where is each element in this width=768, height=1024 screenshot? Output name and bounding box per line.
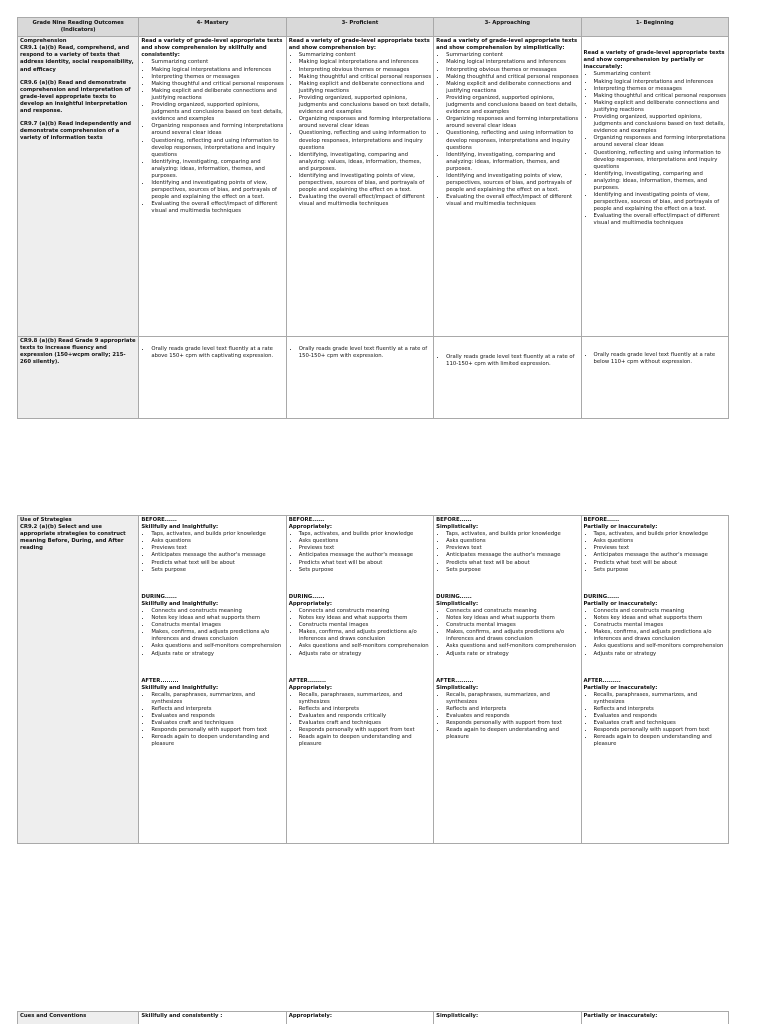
- mastery-intro: Read a variety of grade-level appropriate texts and show comprehension by skillfully and consistently:: [141, 38, 283, 59]
- list-item: • Rereads again to deepen understanding and pleasure: [151, 734, 283, 748]
- list-item: • Taps, activates, and builds prior knowledge: [594, 531, 726, 538]
- list-item: • Evaluates and responds: [594, 713, 726, 720]
- list-item: • Interpreting themes or messages: [594, 86, 726, 93]
- list-item: • Questioning, reflecting and using information to develop responses, interpretations and inquiry questions: [151, 138, 283, 159]
- mastery-comprehension-cell: [139, 37, 286, 337]
- after-list: [584, 692, 726, 749]
- list-item: • Constructs mental images: [446, 622, 578, 629]
- list-item: • Adjusts rate or strategy: [299, 651, 431, 658]
- comprehension-rubric-table: [17, 17, 729, 419]
- list-item: • Asks questions: [151, 538, 283, 545]
- mastery-cues-cell: [139, 1012, 286, 1024]
- after-label: AFTER.........: [583, 677, 621, 684]
- list-item: • Questioning, reflecting and using information to develop responses, interpretations and inquiry questions: [594, 150, 726, 171]
- list-item: • Organizing responses and forming interpretations around several clear ideas: [594, 135, 726, 149]
- list-item: • Predicts what text will be about: [446, 560, 578, 567]
- list-item: • Identifying and investigating points of view, perspectives, sources of bias, and portrayals of people and explaining the effect on a text.: [299, 173, 431, 194]
- list-item: • Evaluating the overall effect/impact of different visual and multimedia techniques: [299, 194, 431, 208]
- list-item: • Identifying and investigating points of view, perspectives, sources of bias, and portrayals of people and explaining the effect on a text.: [594, 192, 726, 213]
- proficient-intro: Read a variety of grade-level appropriate texts and show comprehension by:: [288, 38, 430, 52]
- list-item: • Predicts what text will be about: [594, 560, 726, 567]
- list-item: • Identifying and investigating points of view, perspectives, sources of bias, and portrayals of people and explaining the effect on a text.: [151, 180, 283, 201]
- mastery-header: 4- Mastery: [139, 18, 286, 37]
- list-item: • Responds personally with support from text: [594, 727, 726, 734]
- list-item: • Providing organized, supported opinions, judgments and conclusions based on text details, evidence and examples: [594, 114, 726, 135]
- during-list: [436, 608, 578, 658]
- before-label: BEFORE......: [436, 517, 472, 523]
- approaching-qualifier: Simplistically:: [436, 600, 479, 607]
- list-item: • Adjusts rate or strategy: [594, 651, 726, 658]
- after-label: AFTER.........: [288, 677, 326, 684]
- list-item: • Asks questions and self-monitors comprehension: [299, 643, 431, 650]
- list-item: • Predicts what text will be about: [151, 560, 283, 567]
- beginning-header: 1- Beginning: [581, 18, 728, 37]
- list-item: • Sets purpose: [594, 567, 726, 574]
- list-item: • Taps, activates, and builds prior knowledge: [446, 531, 578, 538]
- beginning-intro: Read a variety of grade-level appropriate texts and show comprehension by partially or inaccurately:: [583, 50, 725, 71]
- list-item: • Identifying, investigating, comparing and analyzing: values, ideas, information, themes, and purposes.: [299, 152, 431, 173]
- beginning-cues-cell: [581, 1012, 728, 1024]
- during-label: DURING......: [436, 593, 472, 600]
- outcome-header: Grade Nine Reading Outcomes (Indicators): [18, 18, 139, 37]
- list-item: • Evaluating the overall effect/impact of different visual and multimedia techniques: [594, 213, 726, 227]
- list-item: • Reads again to deepen understanding and pleasure: [446, 727, 578, 741]
- beginning-fluency-cell: [581, 337, 728, 419]
- list-item: • Orally reads grade level text fluently at a rate above 150+ cpm with captivating expression.: [151, 346, 283, 360]
- proficient-header: 3- Proficient: [286, 18, 433, 37]
- after-list: [141, 692, 283, 749]
- mastery-fluency-cell: [139, 337, 286, 419]
- proficient-comprehension-list: [289, 52, 431, 208]
- list-item: • Reads again to deepen understanding and pleasure: [299, 734, 431, 748]
- list-item: • Rereads again to deepen understanding and pleasure: [594, 734, 726, 748]
- list-item: • Providing organized, supported opinions, judgments and conclusions based on text details, evidence and examples: [151, 102, 283, 123]
- list-item: • Anticipates message the author's message: [594, 552, 726, 559]
- list-item: • Identifying, investigating, comparing and analyzing: ideas, information, themes, and purposes.: [594, 171, 726, 192]
- proficient-comprehension-cell: [286, 37, 433, 337]
- list-item: • Making explicit and deliberate connections and justifying reactions: [299, 81, 431, 95]
- list-item: • Identifying and investigating points of view, perspectives, sources of bias, and portrayals of people and explaining the effect on a text.: [446, 173, 578, 194]
- list-item: • Constructs mental images: [594, 622, 726, 629]
- before-list: [289, 531, 431, 574]
- list-item: • Making explicit and deliberate connections and justifying reactions: [446, 81, 578, 95]
- approaching-comprehension-cell: [434, 37, 581, 337]
- after-label: AFTER.........: [141, 677, 179, 684]
- strategies-outcome-cell: [18, 516, 139, 844]
- list-item: • Recalls, paraphrases, summarizes, and synthesizes: [446, 692, 578, 706]
- list-item: • Notes key ideas and what supports them: [446, 615, 578, 622]
- list-item: • Anticipates message the author's message: [446, 552, 578, 559]
- list-item: • Makes, confirms, and adjusts predictions a/o inferences and draws conclusion: [446, 629, 578, 643]
- approaching-header: 3- Approaching: [434, 18, 581, 37]
- proficient-qualifier: Appropriately:: [288, 1013, 332, 1019]
- list-item: • Constructs mental images: [299, 622, 431, 629]
- list-item: • Recalls, paraphrases, summarizes, and synthesizes: [594, 692, 726, 706]
- list-item: • Recalls, paraphrases, summarizes, and synthesizes: [151, 692, 283, 706]
- list-item: • Makes, confirms, and adjusts predictions a/o inferences and draws conclusion: [299, 629, 431, 643]
- list-item: • Summarizing content: [446, 52, 578, 59]
- fluency-row: [18, 337, 729, 419]
- approaching-comprehension-list: [436, 52, 578, 208]
- list-item: • Reflects and interprets: [446, 706, 578, 713]
- list-item: • Reflects and interprets: [299, 706, 431, 713]
- list-item: • Making thoughtful and critical personal responses: [446, 74, 578, 81]
- list-item: • Notes key ideas and what supports them: [299, 615, 431, 622]
- list-item: • Evaluates and responds: [151, 713, 283, 720]
- list-item: • Making thoughtful and critical personal responses: [299, 74, 431, 81]
- list-item: • Orally reads grade level text fluently at a rate below 110+ cpm without expression.: [594, 352, 726, 366]
- list-item: • Previews text: [594, 545, 726, 552]
- mastery-qualifier: Skillfully and Insightfully:: [141, 600, 219, 607]
- list-item: • Evaluates and responds: [446, 713, 578, 720]
- before-list: [141, 531, 283, 574]
- list-item: • Evaluates and responds critically: [299, 713, 431, 720]
- during-list: [141, 608, 283, 658]
- list-item: • Making logical interpretations and inferences: [446, 59, 578, 66]
- beginning-comprehension-list: [584, 71, 726, 227]
- outcome-cr9-7: CR9.7 (a)(b) Read independently and demonstrate comprehension of a variety of information texts: [20, 121, 132, 142]
- proficient-cues-cell: [286, 1012, 433, 1024]
- list-item: • Connects and constructs meaning: [299, 608, 431, 615]
- fluency-outcome-cell: [18, 337, 139, 419]
- list-item: • Predicts what text will be about: [299, 560, 431, 567]
- list-item: • Questioning, reflecting and using information to develop responses, interpretations and inquiry questions: [446, 130, 578, 151]
- list-item: • Providing organized, supported opinions, judgments and conclusions based on text details, evidence and examples: [446, 95, 578, 116]
- strategies-rubric-table: [17, 515, 729, 844]
- mastery-strategies-cell: [139, 516, 286, 844]
- list-item: • Providing organized, supported opinions, judgments and conclusions based on text details, evidence and examples: [299, 95, 431, 116]
- approaching-qualifier: Simplistically:: [436, 684, 479, 691]
- during-label: DURING......: [141, 593, 177, 600]
- beginning-qualifier: Partially or inaccurately:: [583, 600, 658, 607]
- list-item: • Identifying, investigating, comparing and analyzing: ideas, information, themes, and purposes.: [151, 159, 283, 180]
- proficient-qualifier: Appropriately:: [288, 524, 332, 531]
- list-item: • Summarizing content: [299, 52, 431, 59]
- list-item: • Previews text: [151, 545, 283, 552]
- approaching-fluency-cell: [434, 337, 581, 419]
- list-item: • Summarizing content: [151, 59, 283, 66]
- proficient-fluency-cell: [286, 337, 433, 419]
- approaching-qualifier: Simplistically:: [436, 1013, 479, 1019]
- list-item: • Reflects and interprets: [594, 706, 726, 713]
- list-item: • Making logical interpretations and inferences: [151, 67, 283, 74]
- list-item: • Connects and constructs meaning: [151, 608, 283, 615]
- list-item: • Makes, confirms, and adjusts predictions a/o inferences and draws conclusion: [594, 629, 726, 643]
- list-item: • Recalls, paraphrases, summarizes, and synthesizes: [299, 692, 431, 706]
- list-item: • Organizing responses and forming interpretations around several clear ideas: [299, 116, 431, 130]
- after-list: [289, 692, 431, 749]
- list-item: • Interpreting obvious themes or messages: [299, 67, 431, 74]
- approaching-strategies-cell: [434, 516, 581, 844]
- list-item: • Evaluates craft and techniques: [299, 720, 431, 727]
- list-item: • Taps, activates, and builds prior knowledge: [299, 531, 431, 538]
- list-item: • Constructs mental images: [151, 622, 283, 629]
- after-label: AFTER.........: [436, 677, 474, 684]
- list-item: • Questioning, reflecting and using information to develop responses, interpretations and inquiry questions: [299, 130, 431, 151]
- list-item: • Previews text: [299, 545, 431, 552]
- outcome-cr9-2: CR9.2 (a)(b) Select and use appropriate strategies to construct meaning Before, During, and After reading: [20, 524, 126, 552]
- list-item: • Responds personally with support from text: [151, 727, 283, 734]
- strategies-title: Use of Strategies: [20, 517, 72, 523]
- list-item: • Interpreting themes or messages: [151, 74, 283, 81]
- list-item: • Adjusts rate or strategy: [446, 651, 578, 658]
- cues-rubric-table: [17, 1011, 729, 1024]
- proficient-qualifier: Appropriately:: [288, 684, 332, 691]
- during-label: DURING......: [288, 593, 325, 600]
- during-label: DURING......: [583, 593, 620, 600]
- list-item: • Making thoughtful and critical personal responses: [151, 81, 283, 88]
- mastery-qualifier: Skillfully and consistently :: [141, 1013, 223, 1019]
- strategies-row: [18, 516, 729, 844]
- list-item: • Asks questions: [299, 538, 431, 545]
- list-item: • Interpreting obvious themes or messages: [446, 67, 578, 74]
- comprehension-row: [18, 37, 729, 337]
- list-item: • Adjusts rate or strategy: [151, 651, 283, 658]
- before-list: [584, 531, 726, 574]
- list-item: • Connects and constructs meaning: [446, 608, 578, 615]
- list-item: • Anticipates message the author's message: [299, 552, 431, 559]
- comprehension-outcome-cell: [18, 37, 139, 337]
- approaching-cues-cell: [434, 1012, 581, 1024]
- list-item: • Sets purpose: [151, 567, 283, 574]
- list-item: • Reflects and interprets: [151, 706, 283, 713]
- list-item: • Asks questions and self-monitors comprehension: [446, 643, 578, 650]
- cues-outcome-cell: [18, 1012, 139, 1024]
- list-item: • Asks questions and self-monitors comprehension: [594, 643, 726, 650]
- list-item: • Orally reads grade level text fluently at a rate of 150-150+ cpm with expression.: [299, 346, 431, 360]
- mastery-qualifier: Skillfully and Insightfully:: [141, 524, 219, 531]
- approaching-qualifier: Simplistically:: [436, 524, 479, 531]
- rubric-header-row: [18, 18, 729, 37]
- list-item: • Orally reads grade level text fluently at a rate of 110-150+ cpm with limited expression.: [446, 354, 578, 368]
- before-label: BEFORE......: [141, 517, 177, 523]
- list-item: • Anticipates message the author's message: [151, 552, 283, 559]
- during-list: [289, 608, 431, 658]
- cues-row: [18, 1012, 729, 1024]
- list-item: • Asks questions: [446, 538, 578, 545]
- list-item: • Evaluating the overall effect/impact of different visual and multimedia techniques: [151, 201, 283, 215]
- during-list: [584, 608, 726, 658]
- list-item: • Notes key ideas and what supports them: [151, 615, 283, 622]
- list-item: • Connects and constructs meaning: [594, 608, 726, 615]
- list-item: • Making explicit and deliberate connections and justifying reactions: [594, 100, 726, 114]
- proficient-strategies-cell: [286, 516, 433, 844]
- list-item: • Asks questions: [594, 538, 726, 545]
- beginning-comprehension-cell: [581, 37, 728, 337]
- list-item: • Making logical interpretations and inferences: [594, 79, 726, 86]
- beginning-qualifier: Partially or inaccurately:: [583, 684, 658, 691]
- list-item: • Responds personally with support from text: [446, 720, 578, 727]
- list-item: • Evaluates craft and techniques: [594, 720, 726, 727]
- beginning-strategies-cell: [581, 516, 728, 844]
- after-list: [436, 692, 578, 742]
- outcome-cr9-1: CR9.1 (a)(b) Read, comprehend, and respond to a variety of texts that address identity, social responsibility, and efficacy: [20, 45, 134, 73]
- list-item: • Summarizing content: [594, 71, 726, 78]
- list-item: • Making explicit and deliberate connections and justifying reactions: [151, 88, 283, 102]
- mastery-qualifier: Skillfully and Insightfully:: [141, 684, 219, 691]
- beginning-qualifier: Partially or inaccurately:: [583, 524, 658, 531]
- list-item: • Making thoughtful and critical personal responses: [594, 93, 726, 100]
- section-title: Comprehension: [20, 38, 67, 45]
- list-item: • Sets purpose: [446, 567, 578, 574]
- list-item: • Previews text: [446, 545, 578, 552]
- list-item: • Identifying, investigating, comparing and analyzing: ideas, information, themes, and purposes.: [446, 152, 578, 173]
- outcome-cr9-8: CR9.8 (a)(b) Read Grade 9 appropriate texts to increase fluency and expression (150+wcpm orally; 215-260 silently).: [20, 338, 136, 366]
- list-item: • Making logical interpretations and inferences: [299, 59, 431, 66]
- list-item: • Sets purpose: [299, 567, 431, 574]
- before-label: BEFORE......: [288, 517, 325, 523]
- list-item: • Responds personally with support from text: [299, 727, 431, 734]
- list-item: • Organizing responses and forming interpretations around several clear ideas: [446, 116, 578, 130]
- cues-title: Cues and Conventions: [20, 1013, 87, 1019]
- list-item: • Taps, activates, and builds prior knowledge: [151, 531, 283, 538]
- before-label: BEFORE......: [583, 517, 620, 523]
- proficient-qualifier: Appropriately:: [288, 600, 332, 607]
- outcome-cr9-6: CR9.6 (a)(b) Read and demonstrate comprehension and interpretation of grade-level appropriate texts to develop an insightful interpretation and response.: [20, 79, 131, 115]
- approaching-intro: Read a variety of grade-level appropriate texts and show comprehension by simplistically:: [436, 38, 578, 52]
- list-item: • Evaluating the overall effect/impact of different visual and multimedia techniques: [446, 194, 578, 208]
- list-item: • Asks questions and self-monitors comprehension: [151, 643, 283, 650]
- mastery-comprehension-list: [141, 59, 283, 215]
- list-item: • Makes, confirms, and adjusts predictions a/o inferences and draws conclusion: [151, 629, 283, 643]
- list-item: • Organizing responses and forming interpretations around several clear ideas: [151, 123, 283, 137]
- list-item: • Evaluates craft and techniques: [151, 720, 283, 727]
- beginning-qualifier: Partially or inaccurately:: [583, 1013, 658, 1019]
- before-list: [436, 531, 578, 574]
- list-item: • Notes key ideas and what supports them: [594, 615, 726, 622]
